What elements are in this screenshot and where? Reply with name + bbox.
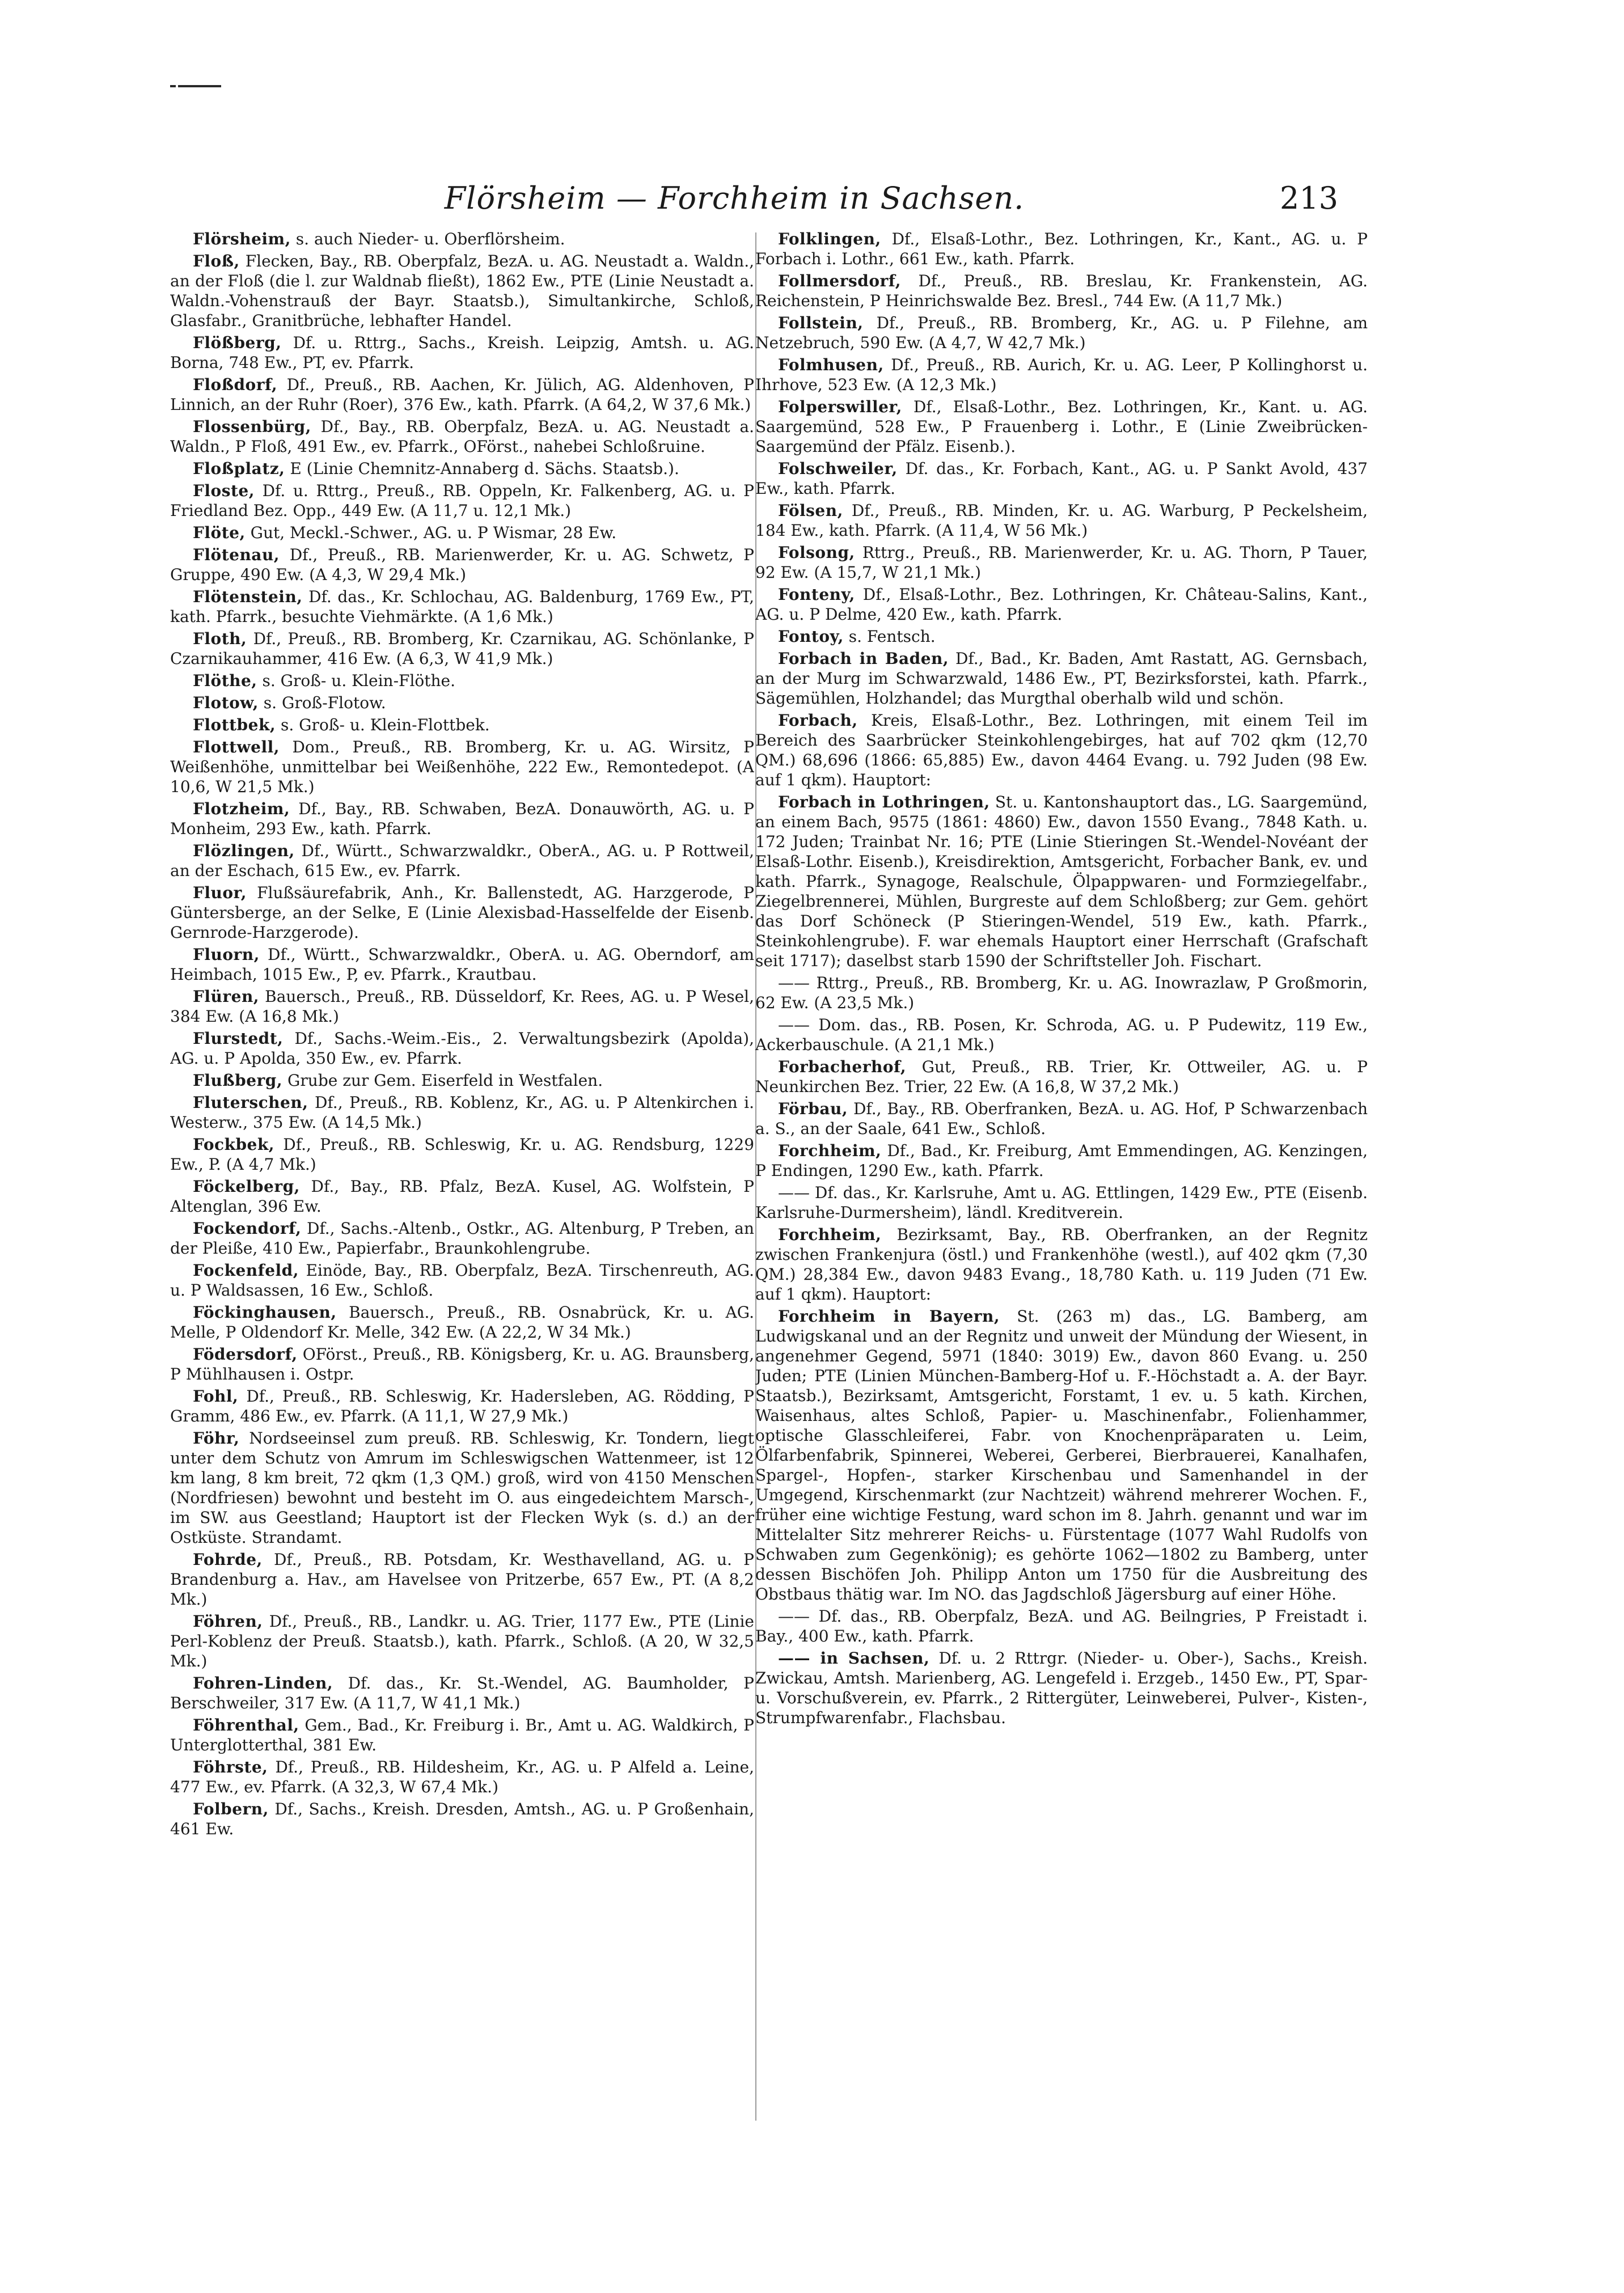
entry-text: St. u. Kantonshauptort das., LG. Saargemünd, an einem Bach, 9575 (1861: 4860) Ew., davon 1550 Evang., 7848 Kath. u. 172 Juden; Trainbat Nr. 16; PTE (Linie Stieringen St.-Wendel-Novéant der Elsaß-Lothr. Eisenb.), Kreisdirektion, Amtsgericht, Forbacher Bank, ev. und kath. Pfarrk., Synagoge, Realschule, Ölpappwaren- und Formziegelfabr., Ziegelbrennerei, Mühlen, Burgreste auf dem Schloßberg; zur Gem. gehört das Dorf Schöneck (P Stieringen-Wendel, 519 Ew., kath. Pfarrk., Steinkohlengrube). F. war ehemals Hauptort einer Herrschaft (Grafschaft seit 1717); daselbst starb 1590 der Schriftsteller Joh. Fischart. — [755, 793, 1368, 970]
entry-text: Df. das., Kr. Forbach, Kant., AG. u. P Sankt Avold, 437 Ew., kath. Pfarrk. — [755, 459, 1368, 498]
gazetteer-entry — [170, 987, 754, 1026]
entry-text: Bauersch., Preuß., RB. Düsseldorf, Kr. Rees, AG. u. P Wesel, 384 Ew. (A 16,8 Mk.) — [170, 987, 754, 1026]
gazetteer-entry — [170, 481, 754, 521]
entry-text: Df., Preuß., RB. Aurich, Kr. u. AG. Leer, P Kollinghorst u. Ihrhove, 523 Ew. (A 12,3 Mk.) — [755, 356, 1368, 394]
entry-headword: Forbacherhof, — [778, 1057, 907, 1076]
entry-text: Df., Württ., Schwarzwaldkr., OberA., AG. u. P Rottweil, an der Eschach, 615 Ew., ev. Pfarrk. — [170, 841, 754, 880]
gazetteer-entry — [170, 523, 754, 543]
running-head: Flörsheim — Forchheim in Sachsen. — [444, 180, 1025, 216]
gazetteer-entry — [170, 945, 754, 984]
entry-headword: Forbach, — [778, 711, 858, 730]
gazetteer-entry — [170, 841, 754, 881]
entry-text: Df., Preuß., RB. Schleswig, Kr. u. AG. Rendsburg, 1229 Ew., P. (A 4,7 Mk.) — [170, 1135, 754, 1174]
entry-headword: Flußberg, — [193, 1071, 283, 1090]
gazetteer-entry — [170, 1071, 754, 1090]
entry-text: Df., Preuß., RB. Koblenz, Kr., AG. u. P Altenkirchen i. Westerw., 375 Ew. (A 14,5 Mk.) — [170, 1093, 754, 1132]
entry-text: E (Linie Chemnitz-Annaberg d. Sächs. Staatsb.). — [290, 459, 679, 478]
entry-text: s. auch Nieder- u. Oberflörsheim. — [295, 230, 565, 248]
entry-text: Flecken, Bay., RB. Oberpfalz, BezA. u. AG. Neustadt a. Waldn., an der Floß (die l. zur Waldnab fließt), 1862 Ew., PTE (Linie Neustadt a. Waldn.-Vohenstrauß der Bayr. Staatsb.), Simultankirche, Schloß, Glasfabr., Granitbrüche, lebhafter Handel. — [170, 252, 754, 330]
entry-headword: Flüren, — [193, 987, 260, 1006]
entry-text: Df. das., Kr. Schlochau, AG. Baldenburg, 1769 Ew., PT, kath. Pfarrk., besuchte Viehmärkte. (A 1,6 Mk.) — [170, 587, 754, 626]
entry-headword: Flöte, — [193, 523, 246, 542]
entry-text: Df. u. 2 Rttrgr. (Nieder- u. Ober-), Sachs., Kreish. Zwickau, Amtsh. Marienberg, AG. Lengefeld i. Erzgeb., 1450 Ew., PT, Spar- u. Vorschußverein, ev. Pfarrk., 2 Rittergüter, Leinweberei, Pulver-, Kisten-, Strumpfwarenfabr., Flachsbau. — [755, 1649, 1368, 1727]
entry-headword: Fonteny, — [778, 585, 855, 604]
entry-headword: Föckelberg, — [193, 1177, 300, 1196]
right-column — [755, 229, 1368, 2248]
entry-headword: Förbau, — [778, 1099, 848, 1118]
entry-headword: Floth, — [193, 629, 247, 648]
gazetteer-entry — [170, 1673, 754, 1713]
entry-headword: Föhren, — [193, 1612, 263, 1631]
entry-text: Df., Preuß., RB. Minden, Kr. u. AG. Warburg, P Peckelsheim, 184 Ew., kath. Pfarrk. (A 11,4, W 56 Mk.) — [755, 501, 1368, 540]
gazetteer-entry — [755, 229, 1368, 269]
entry-text: Rttrg., Preuß., RB. Marienwerder, Kr. u. AG. Thorn, P Tauer, 92 Ew. (A 15,7, W 21,1 Mk.) — [755, 543, 1368, 582]
gazetteer-entry — [170, 587, 754, 627]
entry-headword: Fohren-Linden, — [193, 1674, 333, 1693]
gazetteer-entry — [170, 1386, 754, 1426]
entry-text: Df., Sachs.-Altenb., Ostkr., AG. Altenburg, P Treben, an der Pleiße, 410 Ew., Papierfabr., Braunkohlengrube. — [170, 1219, 754, 1258]
entry-text: —— Dom. das., RB. Posen, Kr. Schroda, AG. u. P Pudewitz, 119 Ew., Ackerbauschule. (A 21,1 Mk.) — [755, 1016, 1368, 1054]
gazetteer-entry — [170, 715, 754, 735]
gazetteer-entry — [170, 1093, 754, 1132]
entry-headword: Fohrde, — [193, 1550, 263, 1569]
entry-text: Df., Preuß., RB. Marienwerder, Kr. u. AG. Schwetz, P Gruppe, 490 Ew. (A 4,3, W 29,4 Mk.) — [170, 545, 754, 584]
entry-headword: Forchheim, — [778, 1225, 882, 1244]
gazetteer-entry — [170, 545, 754, 585]
entry-headword: Flözlingen, — [193, 841, 295, 860]
entry-text: Df., Preuß., RB. Bromberg, Kr., AG. u. P Filehne, am Netzebruch, 590 Ew. (A 4,7, W 42,7 Mk.) — [755, 314, 1368, 352]
entry-headword: Fluor, — [193, 883, 247, 902]
entry-text: St. (263 m) das., LG. Bamberg, am Ludwigskanal und an der Regnitz und unweit der Mündung der Wiesent, in angenehmer Gegend, 5971 (1840: 3019) Ew., davon 860 Evang. u. 250 Juden; PTE (Linien München-Bamberg-Hof u. F.-Höchstadt a. A. der Bayr. Staatsb.), Bezirksamt, Amtsgericht, Forstamt, 1 ev. u. 5 kath. Kirchen, Waisenhaus, altes Schloß, Papier- u. Maschinenfabr., Folienhammer, optische Glasschleiferei, Fabr. von Knochenpräparaten u. Leim, Ölfarbenfabrik, Spinnerei, Weberei, Gerberei, Bierbrauerei, Kanalhafen, Spargel-, Hopfen-, starker Kirschenbau und Samenhandel in der Umgegend, Kirschenmarkt (zur Nachtzeit) während mehrerer Wochen. F., früher eine wichtige Festung, ward schon im 8. Jahrh. genannt und war im Mittelalter Sitz mehrerer Reichs- u. Fürstentage (1077 Wahl Rudolfs von Schwaben zum Gegenkönig); es gehörte 1062—1802 zu Bamberg, unter dessen Bischöfen Joh. Philipp Anton um 1750 für die Ausbreitung des Obstbaus thätig war. Im NO. das Jagdschloß Jägersburg auf einer Höhe. — [755, 1307, 1368, 1604]
entry-text: Df., Bad., Kr. Freiburg, Amt Emmendingen, AG. Kenzingen, P Endingen, 1290 Ew., kath. Pfarrk. — [755, 1141, 1368, 1180]
entry-text: Gut, Meckl.-Schwer., AG. u. P Wismar, 28 Ew. — [250, 523, 617, 542]
gazetteer-entry — [170, 1029, 754, 1068]
entry-text: Df. u. Rttrg., Preuß., RB. Oppeln, Kr. Falkenberg, AG. u. P Friedland Bez. Opp., 449 Ew. (A 11,7 u. 12,1 Mk.) — [170, 481, 754, 520]
gazetteer-entry — [170, 1715, 754, 1755]
gazetteer-entry — [170, 333, 754, 373]
entry-text: Df. u. Rttrg., Sachs., Kreish. Leipzig, Amtsh. u. AG. Borna, 748 Ew., PT, ev. Pfarrk. — [170, 333, 754, 372]
gazetteer-entry — [755, 649, 1368, 708]
entry-headword: Flottbek, — [193, 716, 276, 734]
entry-text: —— Df. das., Kr. Karlsruhe, Amt u. AG. Ettlingen, 1429 Ew., PTE (Eisenb. Karlsruhe-Durmersheim), ländl. Kreditverein. — [755, 1183, 1368, 1222]
entry-headword: Forchheim, — [778, 1141, 882, 1160]
entry-text: Df., Bay., RB. Pfalz, BezA. Kusel, AG. Wolfstein, P Altenglan, 396 Ew. — [170, 1177, 754, 1216]
entry-headword: Flotzheim, — [193, 799, 290, 818]
entry-headword: Fockbek, — [193, 1135, 275, 1154]
entry-headword: Follmersdorf, — [778, 272, 901, 290]
entry-headword: Folmhusen, — [778, 356, 884, 374]
entry-text: Df., Bay., RB. Schwaben, BezA. Donauwörth, AG. u. P Monheim, 293 Ew., kath. Pfarrk. — [170, 799, 754, 838]
gazetteer-entry — [755, 1225, 1368, 1304]
entry-headword: Fockendorf, — [193, 1219, 302, 1238]
gazetteer-entry — [755, 973, 1368, 1013]
entry-headword: Forchheim in Bayern, — [778, 1307, 1000, 1326]
gazetteer-entry — [170, 1177, 754, 1216]
entry-headword: Föhrste, — [193, 1758, 268, 1776]
gazetteer-entry — [170, 1302, 754, 1342]
gazetteer-entry — [755, 543, 1368, 582]
corner-mark — [170, 85, 221, 87]
entry-headword: Folklingen, — [778, 230, 881, 248]
entry-headword: Flossenbürg, — [193, 417, 311, 436]
entry-text: Df., Elsaß-Lothr., Bez. Lothringen, Kr., Kant. u. AG. Saargemünd, 528 Ew., P Frauenberg i. Lothr., E (Linie Zweibrücken-Saargemünd der Pfälz. Eisenb.). — [755, 397, 1368, 456]
entry-headword: —— in Sachsen, — [778, 1649, 930, 1668]
entry-headword: Fölsen, — [778, 501, 843, 520]
entry-text: s. Groß-Flotow. — [263, 693, 386, 712]
gazetteer-entry — [170, 799, 754, 839]
entry-headword: Fohl, — [193, 1387, 239, 1406]
gazetteer-entry — [170, 1344, 754, 1384]
gazetteer-entry — [170, 1428, 754, 1547]
gazetteer-entry — [170, 671, 754, 691]
entry-text: s. Groß- u. Klein-Flöthe. — [262, 671, 456, 690]
entry-headword: Fluterschen, — [193, 1093, 308, 1112]
gazetteer-entry — [755, 1015, 1368, 1055]
entry-headword: Folbern, — [193, 1800, 269, 1818]
gazetteer-entry — [170, 1757, 754, 1797]
gazetteer-entry — [755, 1306, 1368, 1604]
gazetteer-entry — [755, 710, 1368, 790]
gazetteer-entry — [755, 792, 1368, 971]
gazetteer-entry — [170, 1260, 754, 1300]
gazetteer-entry — [170, 1550, 754, 1609]
entry-text: Df., Preuß., RB. Breslau, Kr. Frankenstein, AG. Reichenstein, P Heinrichswalde Bez. Bresl., 744 Ew. (A 11,7 Mk.) — [755, 272, 1368, 310]
entry-text: Df., Preuß., RB., Landkr. u. AG. Trier, 1177 Ew., PTE (Linie Perl-Koblenz der Preuß. Staatsb.), kath. Pfarrk., Schloß. (A 20, W 32,5 Mk.) — [170, 1612, 754, 1670]
entry-headword: Flößberg, — [193, 333, 282, 352]
entry-text: —— Rttrg., Preuß., RB. Bromberg, Kr. u. AG. Inowrazlaw, P Großmorin, 62 Ew. (A 23,5 Mk.) — [755, 974, 1368, 1012]
entry-text: Df., Preuß., RB. Hildesheim, Kr., AG. u. P Alfeld a. Leine, 477 Ew., ev. Pfarrk. (A 32,3, W 67,4 Mk.) — [170, 1758, 754, 1796]
entry-headword: Födersdorf, — [193, 1345, 298, 1364]
gazetteer-entry — [170, 459, 754, 479]
gazetteer-entry — [755, 627, 1368, 646]
entry-headword: Flöthe, — [193, 671, 257, 690]
gazetteer-entry — [755, 1183, 1368, 1222]
entry-headword: Flötenstein, — [193, 587, 303, 606]
entry-text: Dom., Preuß., RB. Bromberg, Kr. u. AG. Wirsitz, P Weißenhöhe, unmittelbar bei Weißenhöhe, 222 Ew., Remontedepot. (A 10,6, W 21,5 Mk.) — [170, 738, 754, 796]
gazetteer-entry — [170, 629, 754, 669]
gazetteer-entry — [755, 1648, 1368, 1728]
gazetteer-entry — [170, 1799, 754, 1839]
gazetteer-entry — [755, 1057, 1368, 1097]
gazetteer-entry — [755, 1099, 1368, 1139]
entry-headword: Floste, — [193, 481, 255, 500]
entry-text: Df., Sachs., Kreish. Dresden, Amtsh., AG. u. P Großenhain, 461 Ew. — [170, 1800, 754, 1838]
entry-text: Df., Elsaß-Lothr., Bez. Lothringen, Kr. Château-Salins, Kant., AG. u. P Delme, 420 Ew., kath. Pfarrk. — [755, 585, 1368, 624]
entry-text: Gem., Bad., Kr. Freiburg i. Br., Amt u. AG. Waldkirch, P Unterglotterthal, 381 Ew. — [170, 1716, 754, 1754]
entry-text: Grube zur Gem. Eiserfeld in Westfalen. — [287, 1071, 603, 1090]
gazetteer-entry — [170, 417, 754, 456]
gazetteer-entry — [170, 229, 754, 249]
gazetteer-entry — [755, 585, 1368, 624]
gazetteer-entry — [755, 355, 1368, 395]
entry-text: Flußsäurefabrik, Anh., Kr. Ballenstedt, AG. Harzgerode, P Güntersberge, an der Selke, E (Linie Alexisbad-Hasselfelde der Eisenb. Gernrode-Harzgerode). — [170, 883, 754, 942]
entry-headword: Fontoy, — [778, 627, 844, 646]
entry-headword: Forbach in Baden, — [778, 649, 949, 668]
entry-text: Nordseeinsel zum preuß. RB. Schleswig, Kr. Tondern, liegt unter dem Schutz von Amrum im Schleswigschen Wattenmeer, ist 12 km lang, 8 km breit, 72 qkm (1,3 QM.) groß, wird von 4150 Menschen (Nordfriesen) bewohnt und besteht im O. aus eingedeichtem Marsch-, im SW. aus Geestland; Hauptort ist der Flecken Wyk (s. d.) an der Ostküste. Strandamt. — [170, 1429, 754, 1547]
entry-text: Df., Bad., Kr. Baden, Amt Rastatt, AG. Gernsbach, an der Murg im Schwarzwald, 1486 Ew., PT, Bezirksforstei, kath. Pfarrk., Sägemühlen, Holzhandel; das Murgthal oberhalb wild und schön. — [755, 649, 1368, 708]
left-column — [170, 229, 754, 2248]
entry-headword: Föckinghausen, — [193, 1303, 337, 1322]
gazetteer-entry — [170, 693, 754, 713]
entry-text: OFörst., Preuß., RB. Königsberg, Kr. u. AG. Braunsberg, P Mühlhausen i. Ostpr. — [170, 1345, 754, 1384]
entry-text: s. Fentsch. — [848, 627, 936, 646]
gazetteer-entry — [755, 501, 1368, 540]
entry-text: Df., Preuß., RB. Potsdam, Kr. Westhavelland, AG. u. P Brandenburg a. Hav., am Havelsee von Pritzerbe, 657 Ew., PT. (A 8,2 Mk.) — [170, 1550, 754, 1609]
gazetteer-entry — [755, 1141, 1368, 1181]
gazetteer-entry — [170, 1219, 754, 1258]
entry-text: Df., Preuß., RB. Aachen, Kr. Jülich, AG. Aldenhoven, P Linnich, an der Ruhr (Roer), 376 Ew., kath. Pfarrk. (A 64,2, W 37,6 Mk.) — [170, 375, 754, 414]
gazetteer-entry — [170, 737, 754, 797]
gazetteer-entry — [755, 397, 1368, 456]
gazetteer-entry — [755, 271, 1368, 311]
entry-text: Df., Preuß., RB. Bromberg, Kr. Czarnikau, AG. Schönlanke, P Czarnikauhammer, 416 Ew. (A 6,3, W 41,9 Mk.) — [170, 629, 754, 668]
gazetteer-entry — [755, 459, 1368, 498]
entry-headword: Folschweiler, — [778, 459, 898, 478]
gazetteer-entry — [170, 1135, 754, 1174]
entry-text: Df., Württ., Schwarzwaldkr., OberA. u. AG. Oberndorf, am Heimbach, 1015 Ew., P, ev. Pfarrk., Krautbau. — [170, 945, 754, 984]
entry-text: Gut, Preuß., RB. Trier, Kr. Ottweiler, AG. u. P Neunkirchen Bez. Trier, 22 Ew. (A 16,8, W 37,2 Mk.) — [755, 1057, 1368, 1096]
entry-headword: Floßplatz, — [193, 459, 285, 478]
entry-text: Df., Bay., RB. Oberfranken, BezA. u. AG. Hof, P Schwarzenbach a. S., an der Saale, 641 Ew., Schloß. — [755, 1099, 1368, 1138]
gazetteer-entry — [170, 375, 754, 414]
entry-headword: Floß, — [193, 252, 240, 270]
entry-headword: Flötenau, — [193, 545, 280, 564]
gazetteer-entry — [170, 883, 754, 942]
entry-headword: Fockenfeld, — [193, 1261, 299, 1280]
entry-text: Df. das., Kr. St.-Wendel, AG. Baumholder, P Berschweiler, 317 Ew. (A 11,7, W 41,1 Mk.) — [170, 1674, 754, 1712]
entry-headword: Flotow, — [193, 693, 259, 712]
entry-text: Df., Elsaß-Lothr., Bez. Lothringen, Kr., Kant., AG. u. P Forbach i. Lothr., 661 Ew., kath. Pfarrk. — [755, 230, 1368, 268]
page-number: 213 — [1279, 180, 1338, 216]
entry-text: Bezirksamt, Bay., RB. Oberfranken, an der Regnitz zwischen Frankenjura (östl.) und Frankenhöhe (westl.), auf 402 qkm (7,30 QM.) 28,384 Ew., davon 9483 Evang., 18,780 Kath. u. 119 Juden (71 Ew. auf 1 qkm). Hauptort: — [755, 1225, 1368, 1304]
gazetteer-entry — [170, 1611, 754, 1671]
entry-headword: Floßdorf, — [193, 375, 278, 394]
entry-headword: Föhrenthal, — [193, 1716, 299, 1734]
entry-headword: Flurstedt, — [193, 1029, 284, 1048]
entry-text: Df., Bay., RB. Oberpfalz, BezA. u. AG. Neustadt a. Waldn., P Floß, 491 Ew., ev. Pfarrk., OFörst., nahebei Schloßruine. — [170, 417, 754, 456]
entry-headword: Flottwell, — [193, 738, 280, 756]
entry-text: Kreis, Elsaß-Lothr., Bez. Lothringen, mit einem Teil im Bereich des Saarbrücker Steinkohlengebirges, hat auf 702 qkm (12,70 QM.) 68,696 (1866: 65,885) Ew., davon 4464 Evang. u. 792 Juden (98 Ew. auf 1 qkm). Hauptort: — [755, 711, 1368, 789]
entry-text: s. Groß- u. Klein-Flottbek. — [281, 716, 490, 734]
gazetteer-entry — [755, 1606, 1368, 1646]
entry-text: Df., Sachs.-Weim.-Eis., 2. Verwaltungsbezirk (Apolda), AG. u. P Apolda, 350 Ew., ev. Pfarrk. — [170, 1029, 754, 1068]
entry-headword: Föhr, — [193, 1429, 240, 1448]
entry-headword: Forbach in Lothringen, — [778, 793, 990, 811]
gazetteer-entry — [755, 313, 1368, 353]
gazetteer-entry — [170, 251, 754, 331]
entry-text: Bauersch., Preuß., RB. Osnabrück, Kr. u. AG. Melle, P Oldendorf Kr. Melle, 342 Ew. (A 22,2, W 34 Mk.) — [170, 1303, 754, 1342]
entry-text: Einöde, Bay., RB. Oberpfalz, BezA. Tirschenreuth, AG. u. P Waldsassen, 16 Ew., Schloß. — [170, 1261, 754, 1300]
entry-headword: Fluorn, — [193, 945, 260, 964]
entry-headword: Flörsheim, — [193, 230, 291, 248]
entry-headword: Follstein, — [778, 314, 864, 332]
entry-text: —— Df. das., RB. Oberpfalz, BezA. und AG. Beilngries, P Freistadt i. Bay., 400 Ew., kath. Pfarrk. — [755, 1607, 1368, 1645]
entry-headword: Folperswiller, — [778, 397, 902, 416]
entry-headword: Folsong, — [778, 543, 855, 562]
entry-text: Df., Preuß., RB. Schleswig, Kr. Hadersleben, AG. Rödding, P Gramm, 486 Ew., ev. Pfarrk. (A 11,1, W 27,9 Mk.) — [170, 1387, 754, 1425]
